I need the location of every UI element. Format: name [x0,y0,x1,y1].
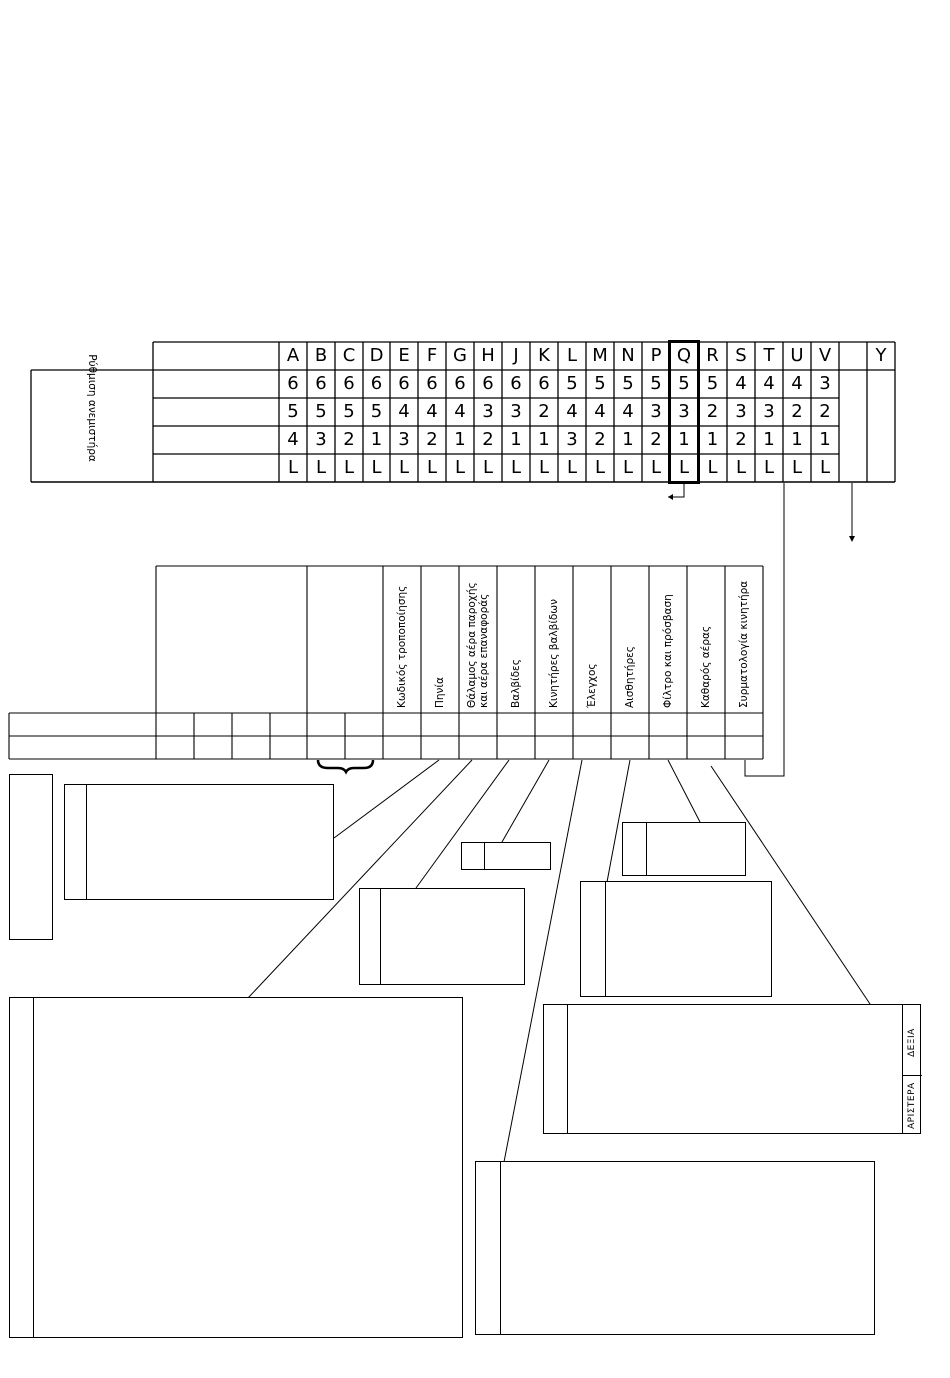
fan-table-cell: 4 [454,401,466,422]
filter-detail-tab [623,823,647,875]
sensors-detail-tab [581,882,606,996]
fan-table-cell: 5 [594,373,606,394]
right-side-label: ΔΕΞΙΑ [907,1028,917,1057]
filter-detail-box [622,822,746,876]
fan-table-cell: 6 [426,373,438,394]
component-column-header: Φίλτρο και πρόσβαση [662,594,674,708]
valves-detail-box [359,888,525,985]
column-header: B [314,345,328,366]
fan-setting-label: Ρύθμιση ανεμιστήρα [86,354,98,462]
fan-table-cell: 3 [735,401,747,422]
fan-table-cell: 6 [287,373,299,394]
fan-table-cell: L [791,457,803,478]
fan-table-cell: 5 [706,373,719,394]
fan-table-cell: 6 [370,373,383,394]
fan-table-cell: 2 [482,429,494,450]
side-label-column [902,1005,921,1133]
fan-table-cell: 1 [622,429,634,450]
fresh-air-detail-box [543,1004,921,1134]
fan-table-cell: 3 [650,401,662,422]
fan-table-cell: 2 [426,429,438,450]
fan-table-cell: L [566,457,578,478]
fan-table-cell: 3 [678,401,690,422]
fan-table-cell: 4 [735,373,747,394]
fan-table-cell: L [707,457,718,478]
q-connector-line [668,483,684,497]
column-header: S [735,345,747,366]
column-header: C [342,345,356,366]
fan-table-cell: L [622,457,634,478]
fan-table-cell: 3 [482,401,494,422]
fan-table-cell: L [819,457,831,478]
fan-table-cell: 1 [763,429,775,450]
component-column-header: Συρματολογία κινητήρα [738,580,750,708]
column-header: J [513,345,519,366]
column-header: Y [875,345,887,366]
fan-table-cell: L [426,457,438,478]
column-header: L [566,345,578,366]
fan-table-cell: 6 [454,373,466,394]
fan-table-cell: L [398,457,410,478]
fan-table-cell: 6 [343,373,355,394]
fan-table-cell: 6 [510,373,522,394]
fan-table-cell: L [343,457,355,478]
code-detail-tab [65,785,87,899]
fan-table-cell: L [678,457,690,478]
component-column-header: Έλεγχος [586,663,598,708]
fan-table-cell: 6 [315,373,327,394]
fan-table-cell: 6 [538,373,550,394]
tall-narrow-box [9,774,53,940]
fan-table-cell: 5 [370,401,383,422]
fan-table-cell: 4 [287,429,299,450]
fan-table-cell: 3 [510,401,522,422]
plenum-detail-box [9,997,463,1338]
brace-mark [318,760,373,772]
fan-table-cell: 2 [706,401,719,422]
component-column-header: Αισθητήρες [624,646,636,708]
leader-valve-motors [502,760,549,842]
valve-motor-detail-tab [462,843,485,869]
plenum-detail-tab [10,998,34,1337]
fan-table-cell: 1 [510,429,522,450]
component-column-header: Κινητήρες βαλβίδων [548,599,560,708]
valve-motor-detail-box [461,842,551,870]
fan-table-cell: 5 [622,373,634,394]
fan-table-cell: L [650,457,662,478]
fan-table-cell: 2 [594,429,606,450]
leader-code [334,760,439,838]
column-header: F [426,345,438,366]
fan-table-cell: L [763,457,775,478]
fan-table-cell: 2 [538,401,550,422]
control-detail-box [475,1161,875,1335]
fan-table-cell: 5 [315,401,327,422]
valves-detail-tab [360,889,381,984]
wiring-connector-line [745,483,784,776]
fan-table-cell: L [510,457,522,478]
fan-table-cell: 2 [735,429,747,450]
fan-table-cell: 3 [315,429,327,450]
column-header: A [286,345,300,366]
component-column-header: Πηνία [434,677,446,708]
fan-table-cell: 3 [398,429,410,450]
fan-table-cell: L [454,457,466,478]
fan-table-cell: L [371,457,382,478]
column-header: D [369,345,384,366]
fan-table-cell: 2 [343,429,355,450]
column-header: N [621,345,635,366]
component-column-header: Βαλβίδες [510,659,522,708]
code-detail-box [64,784,334,900]
fan-table-cell: 4 [622,401,634,422]
fan-table-cell: 1 [370,429,383,450]
fan-table-cell: 5 [287,401,299,422]
fan-table-cell: L [315,457,327,478]
column-header: R [706,345,719,366]
column-header: G [453,345,467,366]
fan-table-cell: 3 [566,429,578,450]
fan-table-cell: 1 [454,429,466,450]
column-header: T [763,345,775,366]
fan-table-cell: 1 [791,429,803,450]
fan-table-cell: 2 [650,429,662,450]
column-header: U [790,345,804,366]
fan-table-cell: 6 [398,373,410,394]
column-header: V [818,345,832,366]
fan-table-cell: 6 [482,373,494,394]
control-detail-tab [476,1162,501,1334]
fan-table-cell: 4 [594,401,606,422]
column-header: M [592,345,608,366]
left-side-label: ΑΡΙΣΤΕΡΑ [907,1082,917,1129]
leader-filter [668,760,700,822]
fan-table-cell: 1 [678,429,690,450]
fan-table-cell: 3 [819,373,831,394]
column-header: E [398,345,410,366]
fan-table-cell: 1 [538,429,550,450]
column-header: P [650,345,662,366]
fresh-air-detail-tab [544,1005,568,1133]
fan-table-cell: 4 [791,373,803,394]
fan-table-cell: 4 [426,401,438,422]
fan-table-cell: 3 [763,401,775,422]
fan-table-cell: 4 [398,401,410,422]
component-column-header: Θάλαμος αέρα παροχής και αέρα επαναφοράς [466,582,490,708]
fan-table-cell: L [594,457,606,478]
fan-table-cell: 5 [566,373,578,394]
fan-table-cell: L [735,457,747,478]
sensors-detail-box [580,881,772,997]
fan-table-cell: 5 [650,373,662,394]
fan-table-cell: 1 [706,429,719,450]
component-column-header: Κωδικός τροποποίησης [396,585,408,708]
fan-table-cell: 2 [791,401,803,422]
column-header: Q [676,345,692,366]
column-header: H [481,345,495,366]
component-column-header: Καθαρός αέρας [700,625,712,708]
fan-table-cell: L [538,457,550,478]
fan-table-cell: 4 [763,373,775,394]
fan-table-cell: 5 [678,373,690,394]
fan-table-cell: L [287,457,299,478]
fan-table-cell: 5 [343,401,355,422]
fan-table-cell: 1 [819,429,831,450]
fan-table-cell: 2 [819,401,831,422]
column-header: K [538,345,550,366]
fan-table-cell: 4 [566,401,578,422]
fan-table-cell: L [482,457,494,478]
